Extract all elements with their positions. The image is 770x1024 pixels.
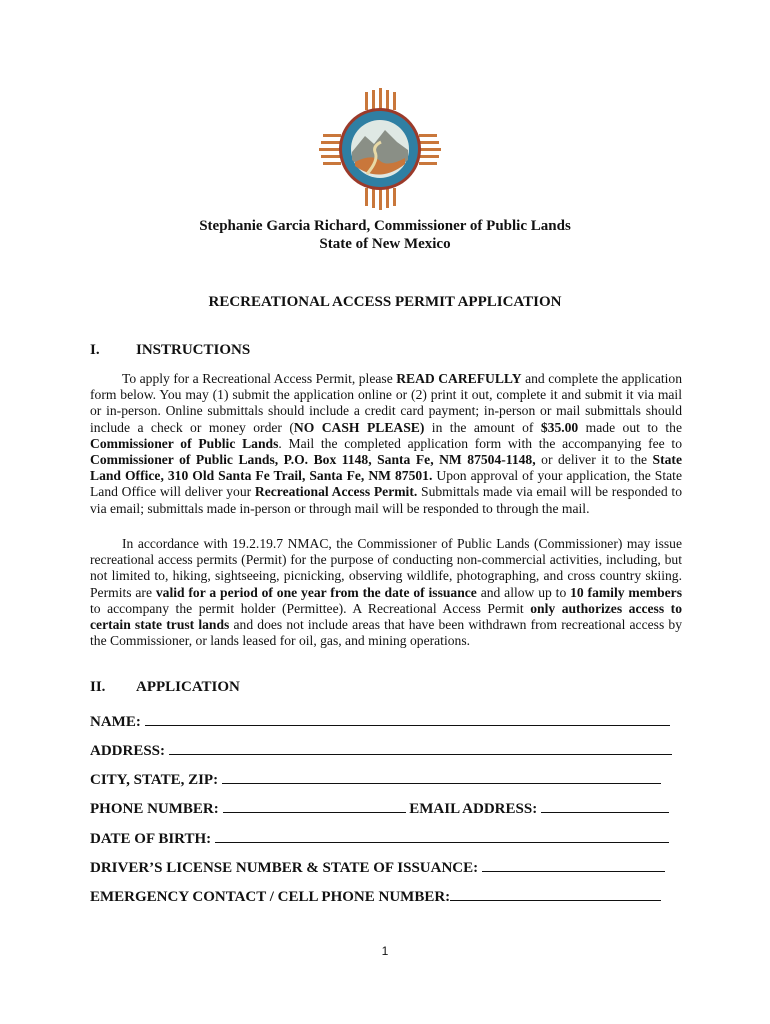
emergency-contact-field [90,885,661,906]
section-title: INSTRUCTIONS [136,342,251,358]
emergency-contact-input-line[interactable] [450,885,661,901]
date-of-birth-label: DATE OF BIRTH: [90,831,215,847]
instructions-paragraph: To apply for a Recreational Access Permit, please READ CAREFULLY and complete the application form below. You may (1) submit the application online or (2) print it out, complete it and submit it via mail or in-person. Online submittals should include a credit card payment; in-person or mail submittals should include a check or money order (NO CASH PLEASE) in the amount of $35.00 made out to the Commissioner of Public Lands. Mail the completed application form with the accompanying fee to Commissioner of Public Lands, P.O. Box 1148, Santa Fe, NM 87504-1148, or deliver it to the State Land Office, 310 Old Santa Fe Trail, Santa Fe, NM 87501. Upon approval of your application, the State Land Office will deliver your Recreational Access Permit. Submittals made via email will be responded to via email; submittals made in-person or through mail will be responded to through the mail. [90,371,682,516]
city-state-zip-label: CITY, STATE, ZIP: [90,772,222,788]
section-title: APPLICATION [136,679,240,695]
commissioner-heading: Stephanie Garcia Richard, Commissioner of Public Lands [199,218,571,234]
city-state-zip-input-line[interactable] [222,768,661,784]
permit-authority-paragraph: In accordance with 19.2.19.7 NMAC, the Commissioner of Public Lands (Commissioner) may issue recreational access permits (Permit) for the purpose of conducting non-commercial activities, including, but not limited to, hiking, sightseeing, picnicking, observing wildlife, photographing, and cross country skiing. Permits are valid for a period of one year from the date of issuance and allow up to 10 family members to accompany the permit holder (Permittee). A Recreational Access Permit only authorizes access to certain state trust lands and does not include areas that have been withdrawn from recreational access by the Commissioner, or lands leased for oil, gas, and mining operations. [90,536,682,649]
state-heading: State of New Mexico [319,236,451,252]
address-field [90,739,672,760]
drivers-license-input-line[interactable] [482,856,665,872]
state-land-office-seal [319,88,441,210]
phone-email-field [90,797,669,818]
date-of-birth-input-line[interactable] [215,827,669,843]
section-number: II. [90,679,106,695]
name-field [90,710,670,731]
address-label: ADDRESS: [90,743,169,759]
name-input-line[interactable] [145,710,670,726]
date-of-birth-field [90,827,669,848]
emergency-contact-label: EMERGENCY CONTACT / CELL PHONE NUMBER: [90,889,451,905]
form-title: RECREATIONAL ACCESS PERMIT APPLICATION [208,294,562,310]
drivers-license-field [90,856,665,877]
section-application-heading [90,679,240,696]
email-input-line[interactable] [541,797,669,813]
email-label: EMAIL ADDRESS: [405,801,541,817]
section-number: I. [90,342,100,358]
name-label: NAME: [90,714,145,730]
page-number: 1 [381,944,389,958]
phone-label: PHONE NUMBER: [90,801,223,817]
section-instructions-heading [90,342,250,359]
city-state-zip-field [90,768,661,789]
address-input-line[interactable] [169,739,672,755]
drivers-license-label: DRIVER’S LICENSE NUMBER & STATE OF ISSUANCE: [90,860,482,876]
phone-input-line[interactable] [223,797,406,813]
